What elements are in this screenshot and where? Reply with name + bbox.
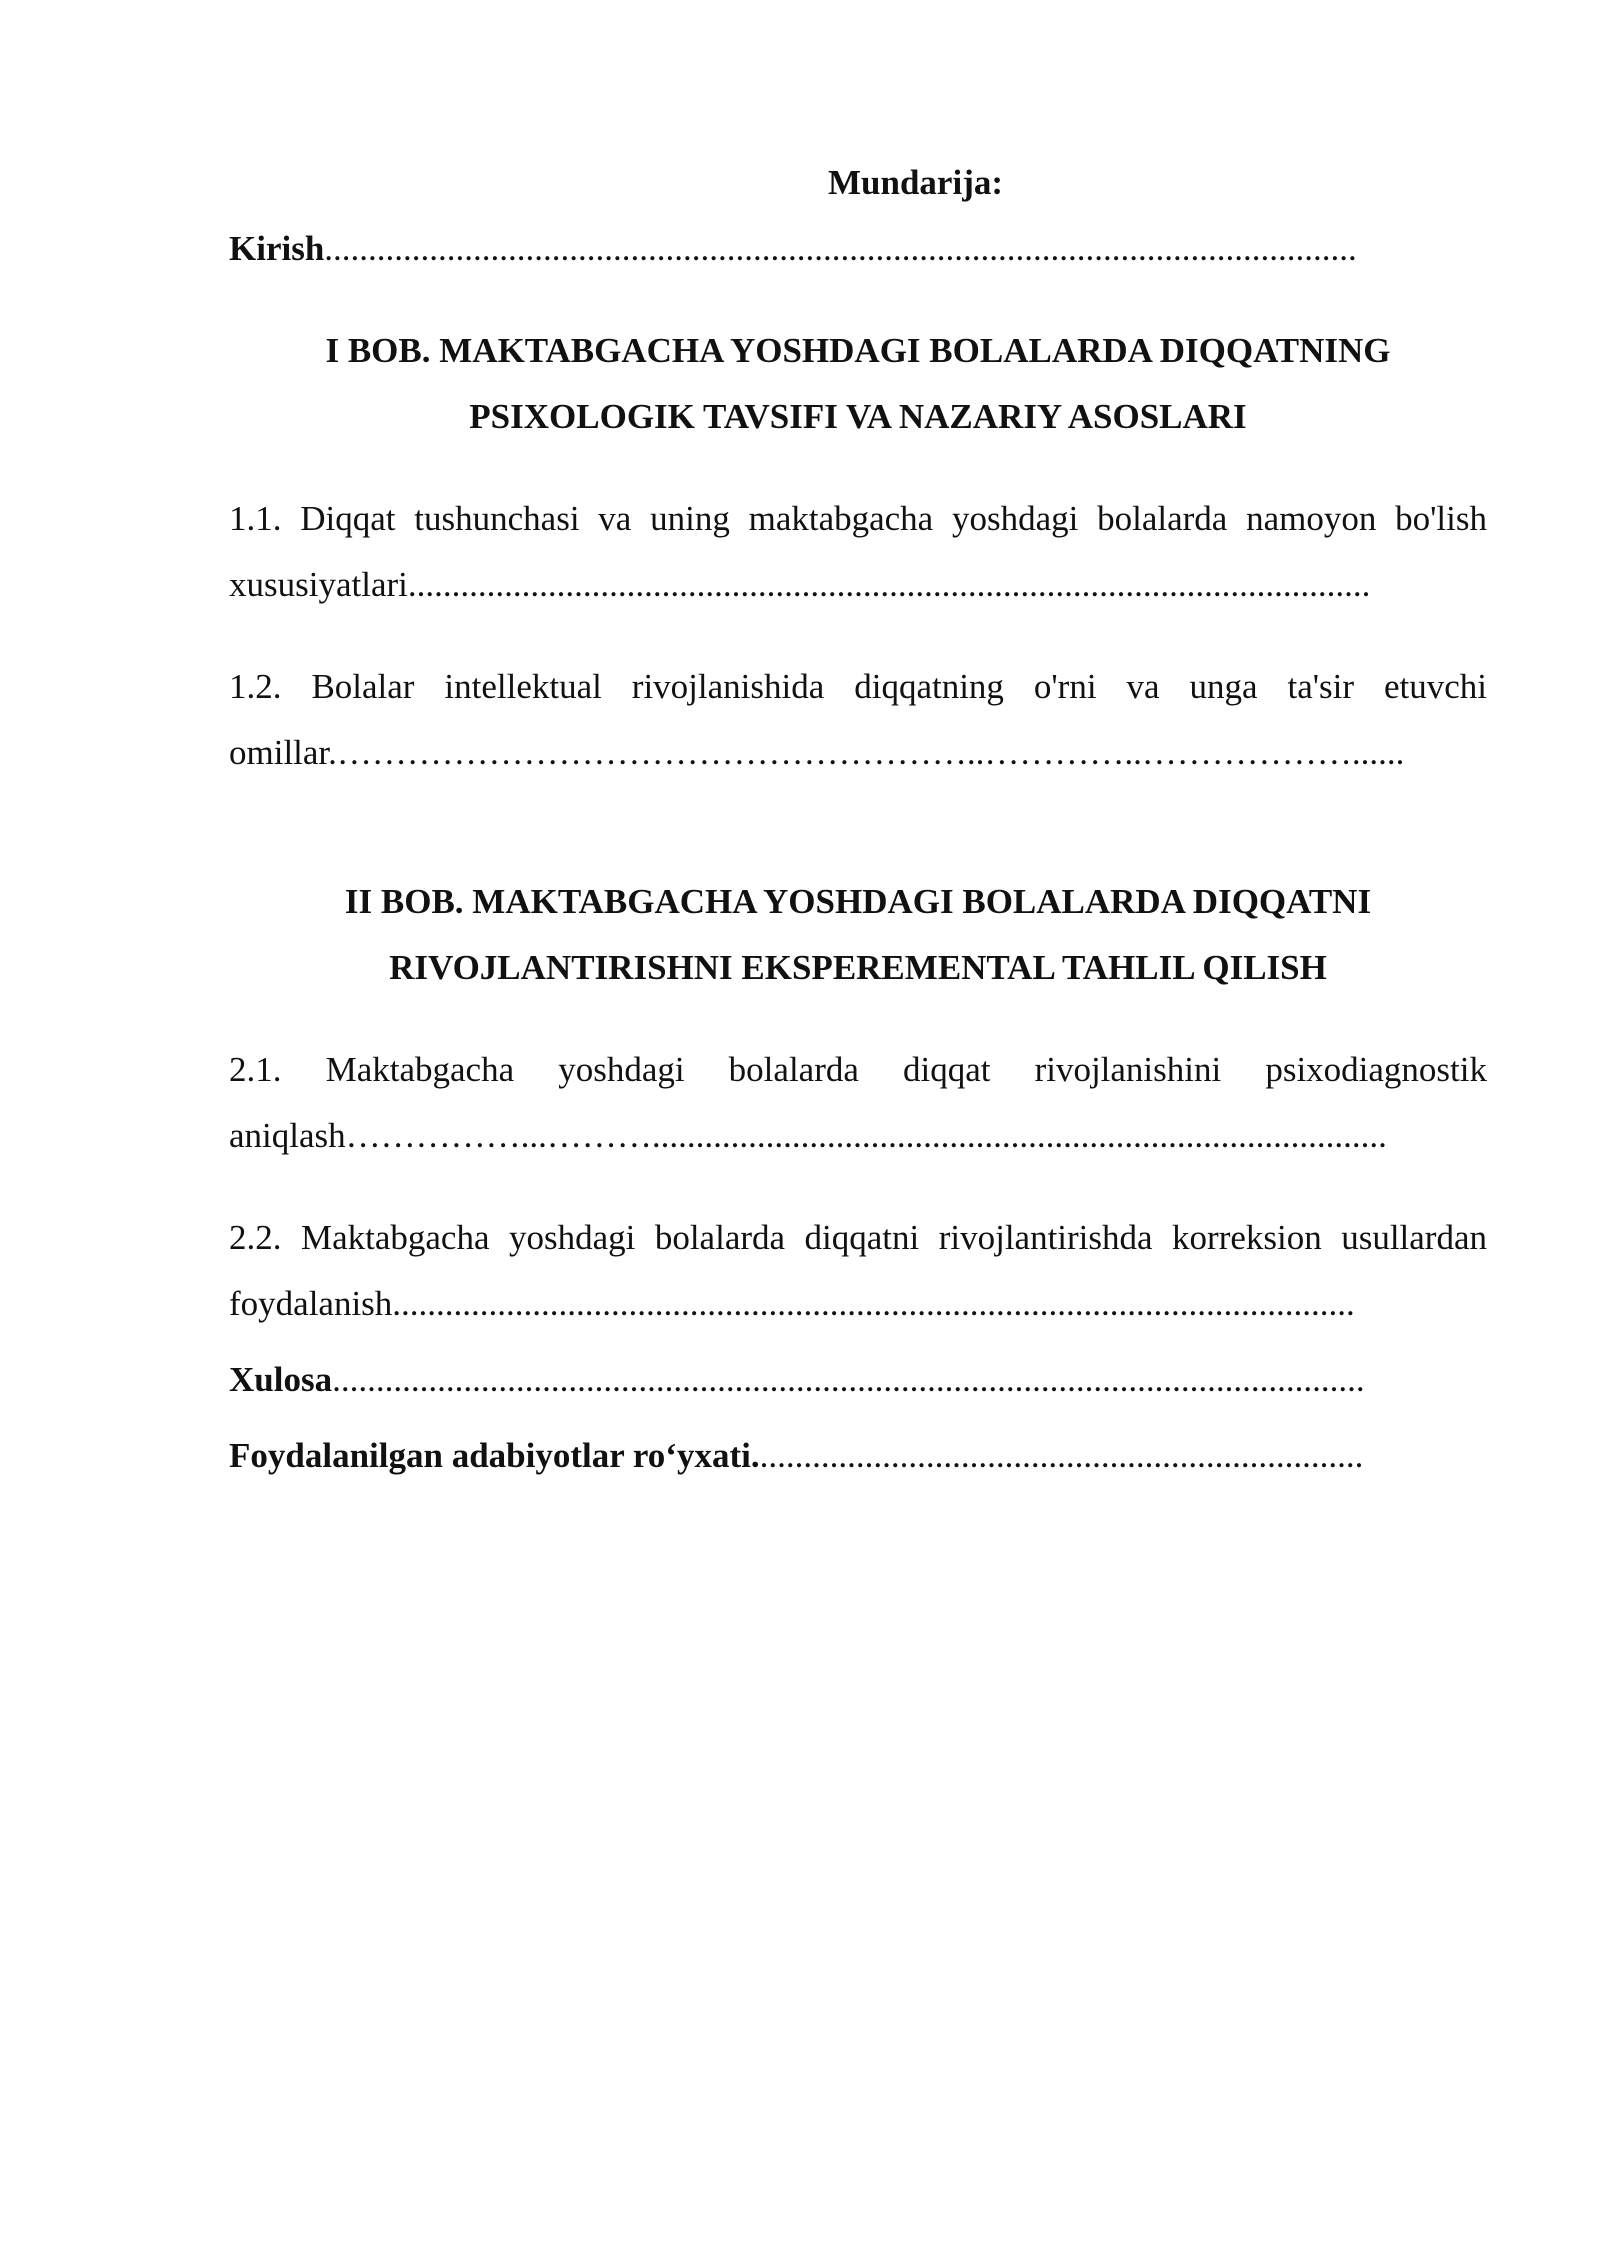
chapter-1-line-1: I BOB. MAKTABGACHA YOSHDAGI BOLALARDA DIQQATNING: [325, 331, 1391, 370]
toc-entry-conclusion: [229, 1347, 1487, 1413]
section-2-2-line-1: 2.2. Maktabgacha yoshdagi bolalarda diqqatni rivojlantirishda korreksion usullardan: [229, 1218, 1487, 1257]
section-2-1-line-2: aniqlash……………...………....................................................................................: [229, 1116, 1387, 1155]
chapter-2-line-1: II BOB. MAKTABGACHA YOSHDAGI BOLALARDA DIQQATNI: [344, 882, 1372, 921]
chapter-2-line-2: RIVOJLANTIRISHNI EKSPEREMENTAL TAHLIL QILISH: [389, 948, 1327, 987]
toc-entry-intro: [229, 216, 1487, 282]
chapter-1-line-2: PSIXOLOGIK TAVSIFI VA NAZARIY ASOSLARI: [469, 397, 1247, 436]
toc-leader-dots: ......................................................................................................................: [332, 1360, 1365, 1399]
toc-entry-2-1: [229, 1037, 1487, 1169]
toc-leader-dots: .....................................................................: [759, 1436, 1364, 1475]
toc-entry-references: [229, 1423, 1487, 1489]
toc-entry-label: Xulosa: [229, 1360, 333, 1399]
section-1-1-line-2: xususiyatlari..............................................................................................................: [229, 565, 1371, 604]
toc-entry-1-1: [229, 486, 1487, 618]
section-1-1-line-1: 1.1. Diqqat tushunchasi va uning maktabgacha yoshdagi bolalarda namoyon bo'lish: [229, 499, 1487, 538]
section-2-1-line-1: 2.1. Maktabgacha yoshdagi bolalarda diqqat rivojlanishini psixodiagnostik: [229, 1050, 1487, 1089]
chapter-1-heading: [229, 318, 1487, 450]
section-2-2-line-2: foydalanish..............................................................................................................: [229, 1284, 1355, 1323]
toc-entry-2-2: [229, 1205, 1487, 1337]
section-1-2-line-1: 1.2. Bolalar intellektual rivojlanishida diqqatning o'rni va unga ta'sir etuvchi: [229, 667, 1487, 706]
toc-entry-1-2: [229, 654, 1487, 786]
toc-entry-label: Kirish: [229, 229, 325, 268]
table-of-contents: [229, 150, 1487, 1489]
chapter-2-heading: [229, 869, 1487, 1001]
toc-leader-dots: ......................................................................................................................: [324, 229, 1357, 268]
toc-entry-label: Foydalanilgan adabiyotlar ro‘yxati.: [229, 1436, 760, 1475]
section-1-2-line-2: omillar.………………………………………………..…………..………………......: [229, 733, 1405, 772]
toc-title: Mundarija:: [828, 163, 1003, 202]
